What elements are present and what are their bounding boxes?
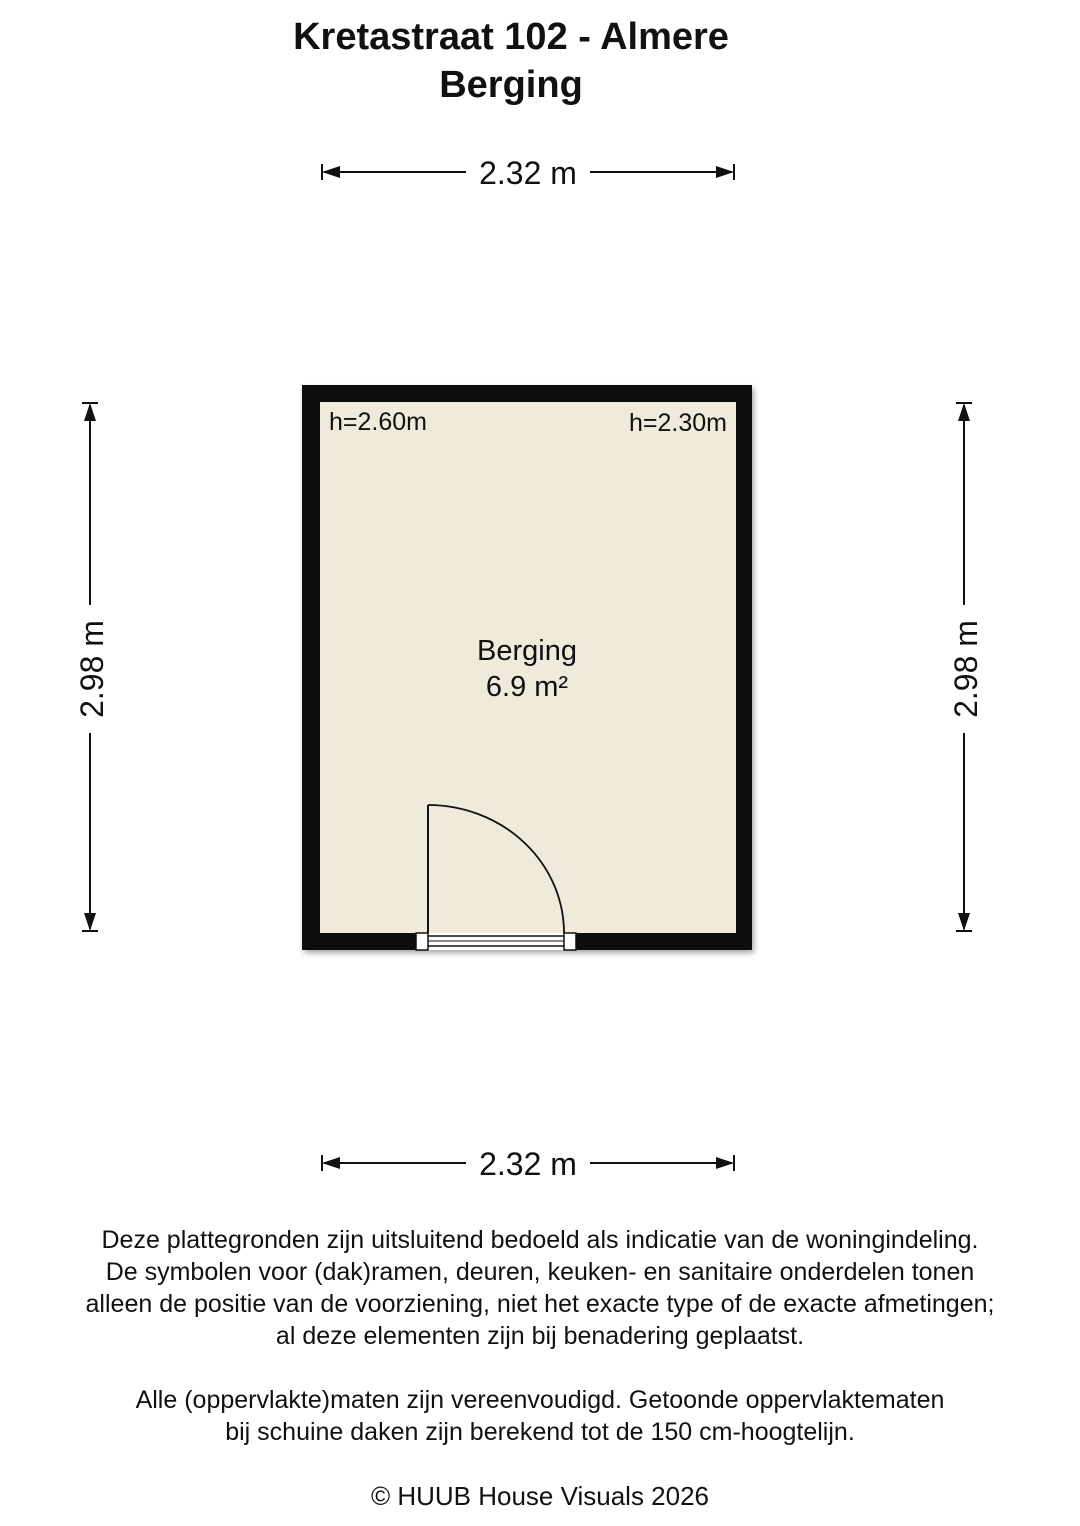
- disclaimer-paragraph-2: [0, 1384, 1080, 1448]
- disclaimer-line: alleen de positie van de voorziening, niet het exacte type of de exacte afmetingen;: [85, 1290, 995, 1318]
- dimension-height-left: [74, 403, 110, 931]
- dimension-width-top: [322, 155, 734, 191]
- plan-title-address: Kretastraat 102 - Almere: [293, 16, 729, 58]
- door-opening: [416, 933, 576, 950]
- disclaimer-line: Alle (oppervlakte)maten zijn vereenvoudigd. Getoonde oppervlaktematen: [135, 1386, 945, 1414]
- room-area: 6.9 m²: [485, 671, 569, 703]
- disclaimer-line: bij schuine daken zijn berekend tot de 150 cm-hoogtelijn.: [225, 1418, 855, 1446]
- room-floor: [320, 402, 736, 933]
- room-berging: [302, 385, 752, 950]
- ceiling-height-left: h=2.60m: [329, 408, 427, 436]
- disclaimer-line: Deze plattegronden zijn uitsluitend bedoeld als indicatie van de woningindeling.: [101, 1226, 979, 1254]
- width-top-label: 2.32 m: [479, 155, 577, 191]
- copyright-notice: © HUUB House Visuals 2026: [370, 1481, 710, 1511]
- dimension-height-right: [948, 403, 984, 931]
- height-right-label: 2.98 m: [948, 620, 984, 718]
- disclaimer-line: De symbolen voor (dak)ramen, deuren, keuken- en sanitaire onderdelen tonen: [105, 1258, 975, 1286]
- disclaimer-line: al deze elementen zijn bij benadering geplaatst.: [275, 1322, 805, 1350]
- ceiling-height-right: h=2.30m: [629, 409, 727, 437]
- dimension-width-bottom: [322, 1146, 734, 1182]
- width-bottom-label: 2.32 m: [479, 1146, 577, 1182]
- plan-title-floor: Berging: [439, 64, 583, 106]
- disclaimer-paragraph-1: [0, 1224, 1080, 1352]
- height-left-label: 2.98 m: [74, 620, 110, 718]
- room-name: Berging: [477, 635, 577, 667]
